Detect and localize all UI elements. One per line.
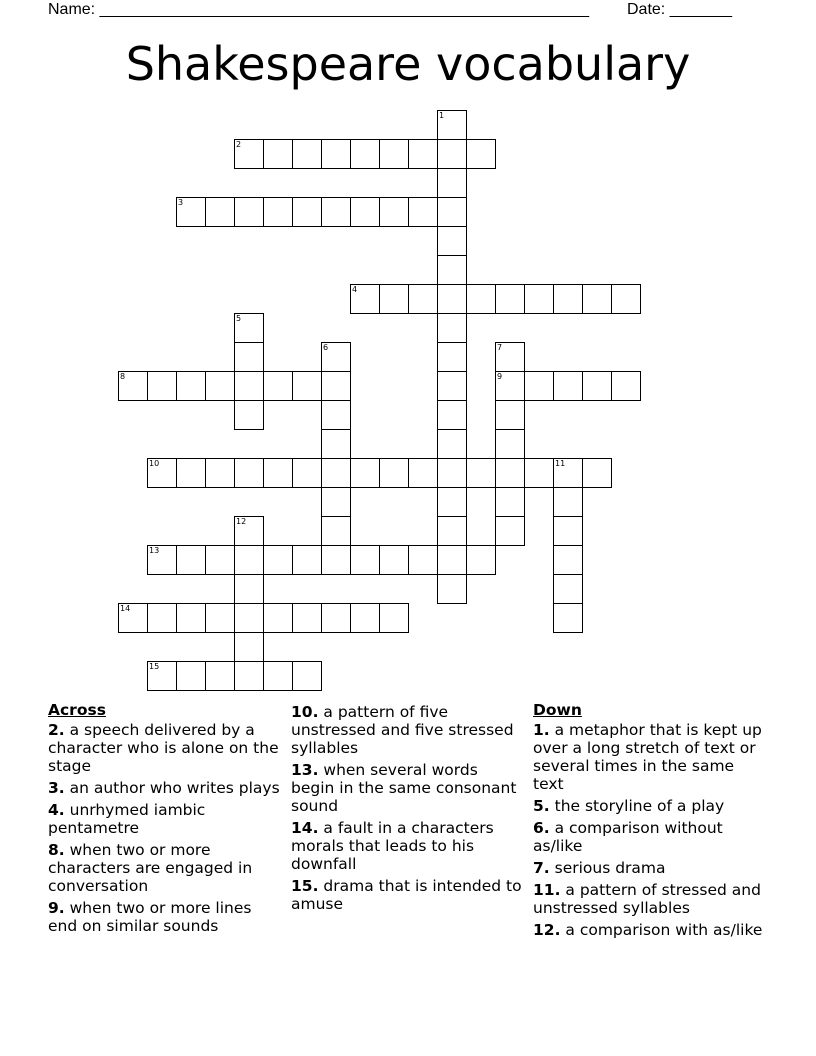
crossword-cell[interactable] [263, 661, 293, 691]
crossword-cell[interactable] [495, 284, 525, 314]
crossword-cell[interactable] [263, 458, 293, 488]
crossword-cell[interactable] [495, 429, 525, 459]
across-clue-number: 8. [48, 841, 65, 859]
crossword-cell[interactable] [379, 458, 409, 488]
crossword-cell[interactable] [495, 487, 525, 517]
crossword-cell[interactable] [350, 139, 380, 169]
clue-number-label: 14 [120, 604, 131, 613]
crossword-cell[interactable] [234, 603, 264, 633]
crossword-cell[interactable] [553, 487, 583, 517]
crossword-cell[interactable] [553, 545, 583, 575]
crossword-cell[interactable] [408, 284, 438, 314]
crossword-cell[interactable] [437, 371, 467, 401]
across-heading: Across [48, 701, 106, 719]
down-clue-text: a comparison without as/like [533, 819, 723, 855]
crossword-cell[interactable] [379, 603, 409, 633]
crossword-cell[interactable] [321, 487, 351, 517]
crossword-cell[interactable] [524, 458, 554, 488]
crossword-cell[interactable] [350, 603, 380, 633]
across-clue [48, 721, 280, 775]
across-clue-text: when several words begin in the same consonant sound [291, 761, 517, 815]
crossword-cell[interactable] [379, 197, 409, 227]
down-clue-number: 11. [533, 881, 561, 899]
crossword-cell[interactable] [379, 139, 409, 169]
crossword-cell[interactable] [321, 545, 351, 575]
crossword-cell[interactable] [176, 661, 206, 691]
crossword-cell[interactable] [263, 197, 293, 227]
crossword-cell[interactable] [292, 661, 322, 691]
crossword-cell[interactable] [611, 371, 641, 401]
crossword-cell[interactable] [176, 371, 206, 401]
down-clue-number: 12. [533, 921, 561, 939]
crossword-cell[interactable] [437, 342, 467, 372]
crossword-cell[interactable] [321, 400, 351, 430]
crossword-cell[interactable] [118, 603, 148, 633]
crossword-cell[interactable] [553, 574, 583, 604]
clue-number-label: 5 [236, 314, 242, 323]
crossword-cell[interactable] [234, 139, 264, 169]
down-clue [533, 921, 769, 939]
crossword-cell[interactable] [205, 603, 235, 633]
crossword-cell[interactable] [437, 574, 467, 604]
crossword-cell[interactable] [437, 400, 467, 430]
across-clue [291, 819, 525, 873]
crossword-cell[interactable] [292, 371, 322, 401]
down-clue-number: 6. [533, 819, 550, 837]
crossword-cell[interactable] [292, 545, 322, 575]
clue-number-label: 3 [178, 198, 184, 207]
page-title: Shakespeare vocabulary [125, 37, 691, 91]
across-clue-number: 14. [291, 819, 319, 837]
crossword-cell[interactable] [321, 603, 351, 633]
crossword-cell[interactable] [321, 458, 351, 488]
crossword-cell[interactable] [495, 516, 525, 546]
down-heading: Down [533, 701, 582, 719]
crossword-cell[interactable] [553, 284, 583, 314]
crossword-cell[interactable] [495, 371, 525, 401]
crossword-cell[interactable] [437, 313, 467, 343]
crossword-cell[interactable] [205, 545, 235, 575]
clue-number-label: 9 [497, 372, 503, 381]
crossword-cell[interactable] [379, 545, 409, 575]
crossword-cell[interactable] [292, 139, 322, 169]
across-clue-list [48, 721, 280, 935]
crossword-cell[interactable] [437, 226, 467, 256]
crossword-cell[interactable] [263, 371, 293, 401]
crossword-cell[interactable] [553, 371, 583, 401]
crossword-cell[interactable] [553, 458, 583, 488]
crossword-cell[interactable] [234, 516, 264, 546]
across-clues-column [48, 700, 280, 939]
across-clue [291, 761, 525, 815]
crossword-cell[interactable] [466, 458, 496, 488]
across-clue-text: an author who writes plays [64, 779, 280, 797]
down-clues-column [533, 700, 769, 943]
crossword-cell[interactable] [292, 197, 322, 227]
crossword-cell[interactable] [234, 545, 264, 575]
clue-number-label: 15 [149, 662, 160, 671]
down-clue-text: a comparison with as/like [560, 921, 763, 939]
down-clue-number: 5. [533, 797, 550, 815]
crossword-cell[interactable] [437, 168, 467, 198]
across-clue-text: when two or more characters are engaged in conversation [48, 841, 253, 895]
crossword-cell[interactable] [176, 197, 206, 227]
crossword-cell[interactable] [263, 603, 293, 633]
crossword-cell[interactable] [350, 458, 380, 488]
across-clue-list-continued [291, 703, 525, 913]
clue-number-label: 12 [236, 517, 247, 526]
across-clue-number: 9. [48, 899, 65, 917]
crossword-cell[interactable] [408, 197, 438, 227]
across-clues-column-continued [291, 700, 525, 917]
crossword-cell[interactable] [437, 139, 467, 169]
crossword-cell[interactable] [118, 371, 148, 401]
crossword-cell[interactable] [466, 284, 496, 314]
across-clue [291, 877, 525, 913]
crossword-cell[interactable] [234, 400, 264, 430]
crossword-cell[interactable] [205, 661, 235, 691]
crossword-cell[interactable] [234, 342, 264, 372]
across-clue-text: unrhymed iambic pentametre [48, 801, 206, 837]
clue-number-label: 8 [120, 372, 126, 381]
crossword-cell[interactable] [524, 371, 554, 401]
across-clue-number: 4. [48, 801, 65, 819]
crossword-cell[interactable] [234, 313, 264, 343]
clue-number-label: 2 [236, 140, 242, 149]
down-clue [533, 819, 769, 855]
crossword-cell[interactable] [321, 371, 351, 401]
crossword-cell[interactable] [263, 545, 293, 575]
clue-number-label: 7 [497, 343, 503, 352]
crossword-cell[interactable] [321, 516, 351, 546]
crossword-cell[interactable] [437, 516, 467, 546]
crossword-cell[interactable] [466, 139, 496, 169]
clue-number-label: 11 [555, 459, 566, 468]
crossword-cell[interactable] [234, 458, 264, 488]
crossword-cell[interactable] [495, 400, 525, 430]
crossword-cell[interactable] [147, 603, 177, 633]
crossword-cell[interactable] [147, 458, 177, 488]
name-field-label: Name: _______________________________________________________ [48, 1, 589, 18]
crossword-cell[interactable] [437, 458, 467, 488]
down-clue-number: 1. [533, 721, 550, 739]
crossword-cell[interactable] [292, 458, 322, 488]
across-clue-number: 2. [48, 721, 65, 739]
crossword-cell[interactable] [437, 110, 467, 140]
crossword-cell[interactable] [408, 139, 438, 169]
crossword-cell[interactable] [524, 284, 554, 314]
crossword-cell[interactable] [437, 545, 467, 575]
clue-number-label: 6 [323, 343, 329, 352]
crossword-cell[interactable] [205, 197, 235, 227]
across-clue-text: drama that is intended to amuse [291, 877, 522, 913]
clue-number-label: 13 [149, 546, 160, 555]
crossword-cell[interactable] [147, 545, 177, 575]
crossword-cell[interactable] [147, 661, 177, 691]
clue-number-label: 10 [149, 459, 160, 468]
clue-number-label: 4 [352, 285, 358, 294]
crossword-cell[interactable] [408, 545, 438, 575]
down-clue [533, 721, 769, 793]
crossword-cell[interactable] [350, 545, 380, 575]
crossword-cell[interactable] [611, 284, 641, 314]
crossword-cell[interactable] [205, 458, 235, 488]
crossword-cell[interactable] [321, 139, 351, 169]
crossword-cell[interactable] [582, 284, 612, 314]
down-clue [533, 881, 769, 917]
across-clue-text: a speech delivered by a character who is alone on the stage [48, 721, 279, 775]
across-clue [48, 841, 280, 895]
crossword-cell[interactable] [582, 458, 612, 488]
across-clue-number: 15. [291, 877, 319, 895]
across-clue [48, 801, 280, 837]
crossword-cell[interactable] [176, 545, 206, 575]
crossword-cell[interactable] [553, 603, 583, 633]
crossword-cell[interactable] [495, 342, 525, 372]
down-clue-number: 7. [533, 859, 550, 877]
across-clue-number: 10. [291, 703, 319, 721]
date-field-label: Date: _______ [627, 1, 732, 18]
crossword-cell[interactable] [350, 284, 380, 314]
crossword-cell[interactable] [495, 458, 525, 488]
crossword-cell[interactable] [437, 197, 467, 227]
crossword-cell[interactable] [205, 371, 235, 401]
across-clue-text: a fault in a characters morals that leads to his downfall [291, 819, 494, 873]
crossword-cell[interactable] [466, 545, 496, 575]
crossword-cell[interactable] [321, 429, 351, 459]
crossword-cell[interactable] [176, 458, 206, 488]
crossword-cell[interactable] [437, 487, 467, 517]
clue-number-label: 1 [439, 111, 445, 120]
down-clue-list [533, 721, 769, 939]
crossword-cell[interactable] [234, 197, 264, 227]
crossword-cell[interactable] [582, 371, 612, 401]
down-clue-text: a metaphor that is kept up over a long stretch of text or several times in the same text [533, 721, 762, 793]
across-clue [48, 899, 280, 935]
across-clue [291, 703, 525, 757]
crossword-cell[interactable] [234, 632, 264, 662]
across-clue-number: 13. [291, 761, 319, 779]
crossword-cell[interactable] [437, 429, 467, 459]
crossword-cell[interactable] [408, 458, 438, 488]
crossword-cell[interactable] [147, 371, 177, 401]
crossword-cell[interactable] [437, 255, 467, 285]
crossword-cell[interactable] [350, 197, 380, 227]
crossword-cell[interactable] [321, 342, 351, 372]
crossword-cell[interactable] [437, 284, 467, 314]
down-clue [533, 797, 769, 815]
down-clue-text: a pattern of stressed and unstressed syllables [533, 881, 761, 917]
crossword-cell[interactable] [263, 139, 293, 169]
crossword-cell[interactable] [553, 516, 583, 546]
across-clue [48, 779, 280, 797]
crossword-cell[interactable] [176, 603, 206, 633]
crossword-cell[interactable] [234, 661, 264, 691]
down-clue-text: serious drama [549, 859, 666, 877]
across-clue-text: a pattern of five unstressed and five stressed syllables [291, 703, 514, 757]
crossword-cell[interactable] [234, 371, 264, 401]
crossword-cell[interactable] [292, 603, 322, 633]
across-clue-text: when two or more lines end on similar sounds [48, 899, 252, 935]
crossword-cell[interactable] [379, 284, 409, 314]
crossword-cell[interactable] [234, 574, 264, 604]
across-clue-number: 3. [48, 779, 65, 797]
down-clue [533, 859, 769, 877]
down-clue-text: the storyline of a play [549, 797, 725, 815]
crossword-cell[interactable] [321, 197, 351, 227]
